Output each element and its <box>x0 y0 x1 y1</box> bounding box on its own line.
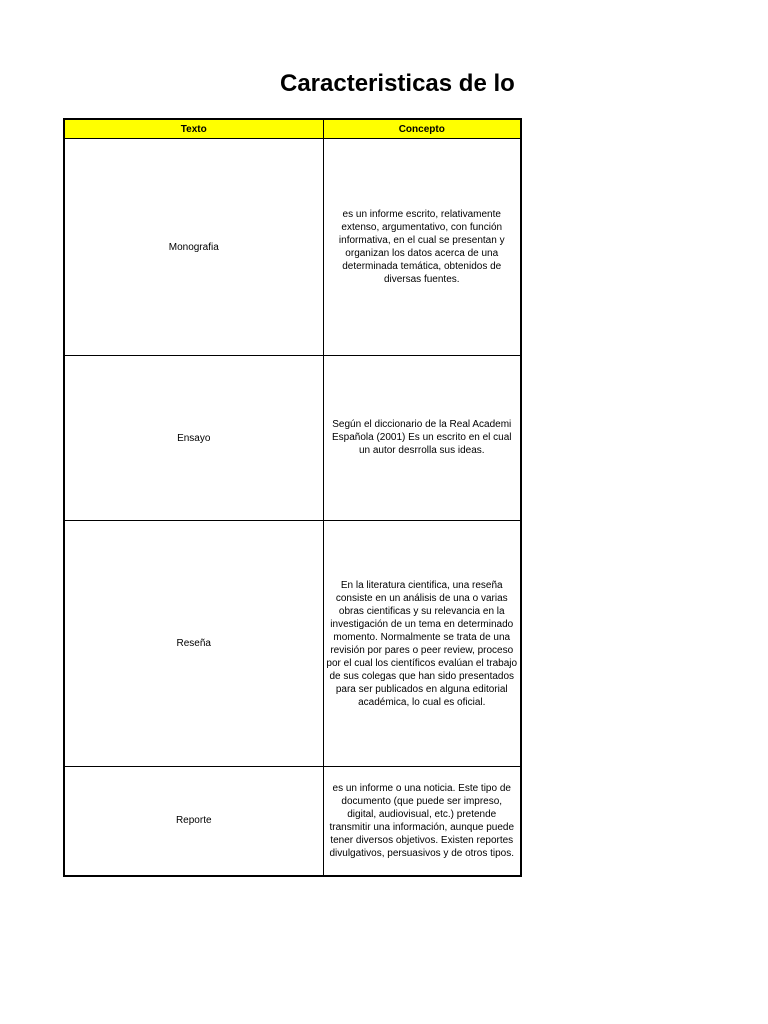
title-area <box>0 66 521 106</box>
header-texto: Texto <box>64 119 323 139</box>
cell-concepto: es un informe o una noticia. Este tipo de documento (que puede ser impreso, digital, audiovisual, etc.) pretende transmitir una información, aunque puede tener diversos objetivos. Existen reportes divulgativos, persuasivos y de otros tipos. <box>323 767 521 876</box>
table-header-row <box>64 119 521 139</box>
table-row <box>64 767 521 876</box>
page-title: Caracteristicas de lo <box>280 70 515 97</box>
cell-texto: Reseña <box>64 521 323 767</box>
cell-concepto: es un informe escrito, relativamente extenso, argumentativo, con función informativa, en el cual se presentan y organizan los datos acerca de una determinada temática, obtenidos de diversas fuentes. <box>323 139 521 356</box>
header-concepto: Concepto <box>323 119 521 139</box>
characteristics-table <box>63 118 522 877</box>
cell-texto: Ensayo <box>64 356 323 521</box>
table-row <box>64 521 521 767</box>
table-row <box>64 139 521 356</box>
cell-texto: Monografia <box>64 139 323 356</box>
cell-concepto: En la literatura cientifica, una reseña consiste en un análisis de una o varias obras cientificas y su relevancia en la investigación de un tema en determinado momento. Normalmente se trata de una revisión por pares o peer review, proceso por el cual los científicos evalúan el trabajo de sus colegas que han sido presentados para ser publicados en alguna editorial académica, lo cual es oficial. <box>323 521 521 767</box>
table-row <box>64 356 521 521</box>
cell-concepto: Según el diccionario de la Real Academi Española (2001) Es un escrito en el cual un autor desrrolla sus ideas. <box>323 356 521 521</box>
cell-texto: Reporte <box>64 767 323 876</box>
